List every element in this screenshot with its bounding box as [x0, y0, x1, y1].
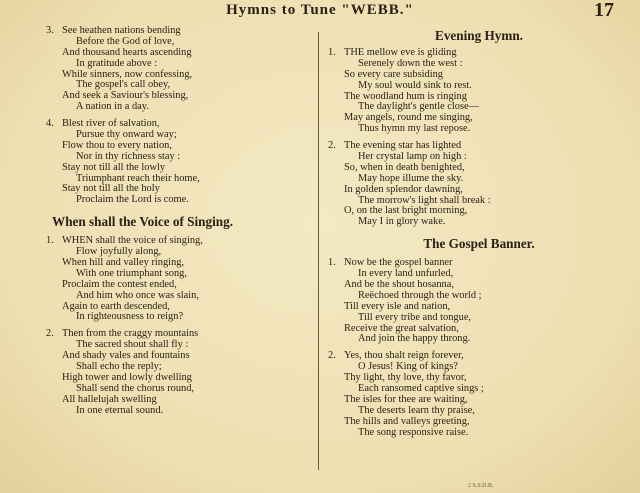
verse-line: Reëchoed through the world ;	[358, 289, 482, 301]
verse-line: All hallelujah swelling	[62, 393, 157, 405]
verse-line: High tower and lowly dwelling	[62, 371, 192, 383]
verse-line: May I in glory wake.	[358, 216, 446, 228]
verse-line: And seek a Saviour's blessing,	[62, 90, 189, 102]
verse-line: May angels, round me singing,	[344, 112, 473, 124]
verse-line: The morrow's light shall break :	[358, 194, 491, 206]
verse-line: The gospel's call obey,	[76, 79, 171, 91]
verse-line: The woodland hum is ringing	[344, 90, 467, 102]
verse-block	[46, 118, 312, 206]
verse-line: A nation in a day.	[76, 101, 149, 113]
verse-line: Pursue thy onward way;	[76, 129, 177, 141]
verse-line: May hope illume the sky.	[358, 172, 464, 184]
verse-number: 4.	[46, 118, 54, 130]
verse-line: O Jesus! King of kings?	[358, 361, 458, 373]
verse-line: Her crystal lamp on high :	[358, 151, 467, 163]
verse-number: 2.	[328, 350, 336, 362]
verse-number: 1.	[328, 257, 336, 269]
verse-line: Each ransomed captive sings ;	[358, 383, 484, 395]
verse-block	[328, 140, 614, 228]
verse-line: And him who once was slain,	[76, 289, 199, 301]
hymn-title: Evening Hymn.	[435, 28, 523, 43]
verse-block	[328, 350, 614, 438]
verse-block	[46, 235, 312, 323]
verse-line: Till every isle and nation,	[344, 300, 451, 312]
verse-line: Serenely down the west :	[358, 57, 463, 69]
verse-line: 2. Yes, thou shalt reign forever,	[328, 350, 464, 362]
verse-line: And be the shout hosanna,	[344, 279, 454, 291]
verse-line: Nor in thy richness stay :	[76, 150, 181, 162]
verse-line: Shall send the chorus round,	[76, 382, 195, 394]
verse-line: The sacred shout shall fly :	[76, 339, 189, 351]
verse-line: Flow joyfully along,	[76, 246, 162, 258]
column-divider	[318, 32, 319, 470]
verse-line: In every land unfurled,	[358, 268, 454, 280]
signature-mark: 2 S.S.D.B.	[468, 483, 494, 489]
verse-line: While sinners, now confessing,	[62, 68, 193, 80]
verse-line: 2. Then from the craggy mountains	[46, 328, 199, 340]
verse-line: Thy light, thy love, thy favor,	[344, 372, 467, 384]
verse-line: The hills and valleys greeting,	[344, 415, 470, 427]
verse-block	[328, 47, 614, 135]
page-number: 17	[594, 0, 614, 21]
verse-line: O, on the last bright morning,	[344, 205, 468, 217]
verse-line: The deserts learn thy praise,	[358, 404, 475, 416]
verse-line: In righteousness to reign?	[76, 311, 184, 323]
verse-line: Thus hymn my last repose.	[358, 123, 471, 135]
left-column	[46, 25, 312, 417]
verse-line: In one eternal sound.	[76, 404, 164, 416]
verse-line: With one triumphant song,	[76, 267, 187, 279]
verse-line: And shady vales and fountains	[62, 350, 190, 362]
verse-line: The isles for thee are waiting,	[344, 393, 468, 405]
verse-line: The daylight's gentle close—	[358, 101, 480, 113]
verse-line: 1. WHEN shall the voice of singing,	[46, 235, 203, 247]
verse-block	[328, 257, 614, 345]
hymn-title: When shall the Voice of Singing.	[52, 214, 233, 230]
running-header: Hymns to Tune "WEBB."	[226, 2, 414, 18]
verse-line: Triumphant reach their home,	[76, 172, 200, 184]
verse-line: When hill and valley ringing,	[62, 257, 185, 269]
verse-line: My soul would sink to rest.	[358, 79, 472, 91]
hymn-title: The Gospel Banner.	[423, 236, 535, 252]
verse-line: 4. Blest river of salvation,	[46, 118, 160, 130]
verse-line: Receive the great salvation,	[344, 322, 459, 334]
verse-line: 1. THE mellow eve is gliding	[328, 47, 457, 58]
verse-line: Proclaim the Lord is come.	[76, 194, 189, 206]
verse-line: Stay not till all the lowly	[62, 161, 166, 173]
verse-line: 1. Now be the gospel banner	[328, 257, 453, 269]
verse-line: So, when in death benighted,	[344, 161, 465, 173]
verse-line: Flow thou to every nation,	[62, 139, 172, 151]
verse-line: Shall echo the reply;	[76, 361, 162, 373]
verse-line: 3. See heathen nations bending	[46, 25, 181, 36]
verse-number: 1.	[46, 235, 54, 247]
right-column	[328, 26, 614, 439]
verse-line: 2. The evening star has lighted	[328, 140, 462, 152]
verse-line: In golden splendor dawning,	[344, 183, 463, 195]
verse-line: The song responsive raise.	[358, 426, 469, 438]
verse-number: 1.	[328, 47, 336, 58]
verse-line: So every care subsiding	[344, 68, 443, 80]
verse-line: Stay not till all the holy	[62, 183, 160, 195]
verse-line: In gratitude above :	[76, 57, 158, 69]
verse-line: Till every tribe and tongue,	[358, 311, 472, 323]
verse-number: 3.	[46, 25, 54, 36]
verse-number: 2.	[46, 328, 54, 340]
verse-line: And thousand hearts ascending	[62, 46, 192, 58]
verse-line: Before the God of love,	[76, 35, 175, 47]
verse-block	[46, 328, 312, 416]
verse-line: Again to earth descended,	[62, 300, 170, 312]
verse-block	[46, 25, 312, 113]
verse-number: 2.	[328, 140, 336, 152]
verse-line: And join the happy throng.	[358, 333, 471, 345]
verse-line: Proclaim the contest ended,	[62, 278, 177, 290]
